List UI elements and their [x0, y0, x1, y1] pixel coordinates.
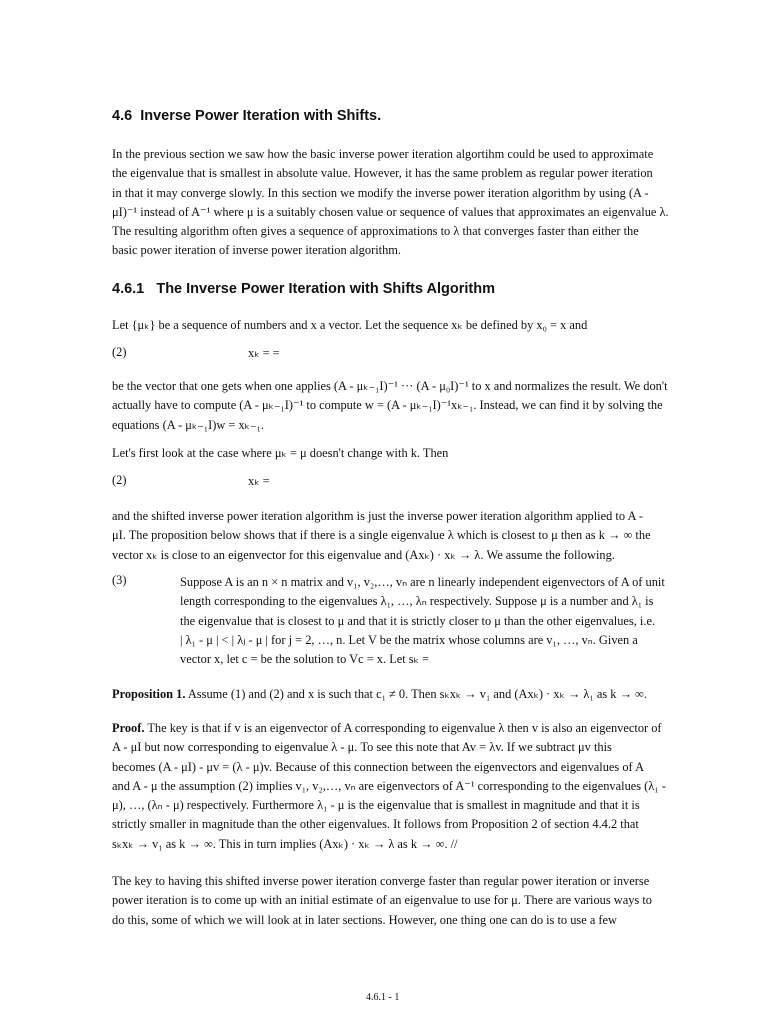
text-line: do this, some of which we will look at in later sections. However, one thing one can do is to use a few	[112, 912, 617, 927]
text-line: the eigenvalue that is closest to μ and that it is strictly closer to μ than the other eigenvalues, i.e.	[180, 613, 656, 628]
equation-body: xₖ =	[248, 474, 270, 488]
text-line: Let's first look at the case where μₖ = μ doesn't change with k. Then	[112, 446, 449, 460]
text-line: in that it may converge slowly. In this section we modify the inverse power iteration algorithm by using (A -	[112, 185, 649, 200]
text-line: In the previous section we saw how the basic inverse power iteration algortihm could be used to approximate	[112, 147, 654, 161]
text-line: μI. The proposition below shows that if there is a single eigenvalue λ which is closest to μ then as k → ∞ the	[112, 528, 651, 543]
text-line: becomes (A - μI) - μv = (λ - μ)v. Because of this connection between the eigenvectors and eigenvalues of A	[112, 759, 645, 774]
equation-label: (2)	[112, 473, 127, 487]
normalization-paragraph	[112, 377, 672, 435]
text-line: Let {μₖ} be a sequence of numbers and x a vector. Let the sequence xₖ be defined by x₀ = x and	[112, 318, 588, 332]
subsection-heading	[112, 281, 495, 297]
section-heading	[112, 108, 381, 124]
text-line: μ), …, (λₙ - μ) respectively. Furthermore λ₁ - μ is the eigenvalue that is smallest in magnitude and that it is	[112, 798, 640, 813]
proposition-line	[112, 685, 672, 704]
section-title: Inverse Power Iteration with Shifts.	[140, 108, 382, 124]
text-line: the eigenvalue that is smallest in absolute value. However, it has the same problem as regular power iteration	[112, 166, 653, 181]
text-line: vector xₖ is close to an eigenvector for this eigenvalue and (Axₖ) · xₖ → λ. We assume the following.	[112, 547, 615, 562]
section-number: 4.6	[112, 108, 133, 124]
text-line: basic power iteration of inverse power iteration algorithm.	[112, 243, 402, 258]
proof-first-line	[112, 719, 672, 738]
text-line: be the vector that one gets when one applies (A - μₖ₋₁I)⁻¹ ··· (A - μ₀I)⁻¹ to x and normalizes the result. We don't	[112, 379, 668, 393]
assumption-text	[180, 573, 680, 669]
subsection-number: 4.6.1	[112, 281, 145, 297]
text-line: | λ₁ - μ | < | λⱼ - μ | for j = 2, …, n. Let V be the matrix whose columns are v₁, …, vₙ. Given a	[180, 632, 638, 647]
text-line: and the shifted inverse power iteration algorithm is just the inverse power iteration algorithm applied to A -	[112, 509, 643, 523]
text-line: μI)⁻¹ instead of A⁻¹ where μ is a suitably chosen value or sequence of values that approximates an eigenvalue λ.	[112, 204, 669, 219]
text-line: A - μI but now corresponding to eigenvalue λ - μ. To see this note that Av = λv. If we subtract μv this	[112, 740, 612, 755]
text-line: sₖxₖ → v₁ as k → ∞. This in turn implies (Axₖ) · xₖ → λ as k → ∞. //	[112, 836, 458, 851]
text-line: equations (A - μₖ₋₁I)w = xₖ₋₁.	[112, 417, 264, 432]
assumption-label: (3)	[112, 573, 127, 587]
equation-label: (2)	[112, 345, 127, 359]
proposition-text: Assume (1) and (2) and x is such that c₁ ≠ 0. Then sₖxₖ → v₁ and (Axₖ) · xₖ → λ₁ as k → ∞.	[185, 687, 647, 701]
text-line: The key to having this shifted inverse power iteration converge faster than regular power iteration or inverse	[112, 874, 650, 888]
shifted-algorithm-paragraph	[112, 507, 672, 565]
closing-paragraph	[112, 872, 672, 930]
constant-shift-paragraph	[112, 444, 672, 463]
text-line: and A - μ the assumption (2) implies v₁, v₂,…, vₙ are eigenvectors of A⁻¹ corresponding to the eigenvalues (λ₁ -	[112, 778, 666, 793]
proof-paragraph	[112, 719, 672, 854]
subsection-title: The Inverse Power Iteration with Shifts Algorithm	[156, 281, 495, 297]
text-line: length corresponding to the eigenvalues λ₁, …, λₙ respectively. Suppose μ is a number and λ₁ is	[180, 594, 654, 609]
text-line: vector x, let c = be the solution to Vc = x. Let sₖ =	[180, 652, 429, 667]
text-line: Suppose A is an n × n matrix and v₁, v₂,…, vₙ are n linearly independent eigenvectors of A of unit	[180, 575, 665, 589]
equation-body: xₖ = =	[248, 346, 280, 360]
proof-text: The key is that if v is an eigenvector of A corresponding to eigenvalue λ then v is also an eigenvector of	[144, 721, 662, 735]
proof-lead: Proof.	[112, 721, 145, 735]
intro-paragraph	[112, 145, 672, 261]
text-line: actually have to compute (A - μₖ₋₁I)⁻¹ to compute w = (A - μₖ₋₁I)⁻¹xₖ₋₁. Instead, we can find it by solving the	[112, 398, 663, 413]
text-line: strictly smaller in magnitude than the other eigenvalues. It follows from Proposition 2 of section 4.4.2 that	[112, 817, 639, 832]
text-line: The resulting algorithm often gives a sequence of approximations to λ that converges faster than either the	[112, 224, 639, 239]
page-number: 4.6.1 - 1	[366, 992, 400, 1003]
proposition-lead: Proposition 1.	[112, 687, 186, 701]
text-line: power iteration is to come up with an initial estimate of an eigenvalue to use for μ. There are various ways to	[112, 893, 652, 908]
definition-paragraph	[112, 316, 672, 335]
proposition-paragraph	[112, 685, 672, 704]
